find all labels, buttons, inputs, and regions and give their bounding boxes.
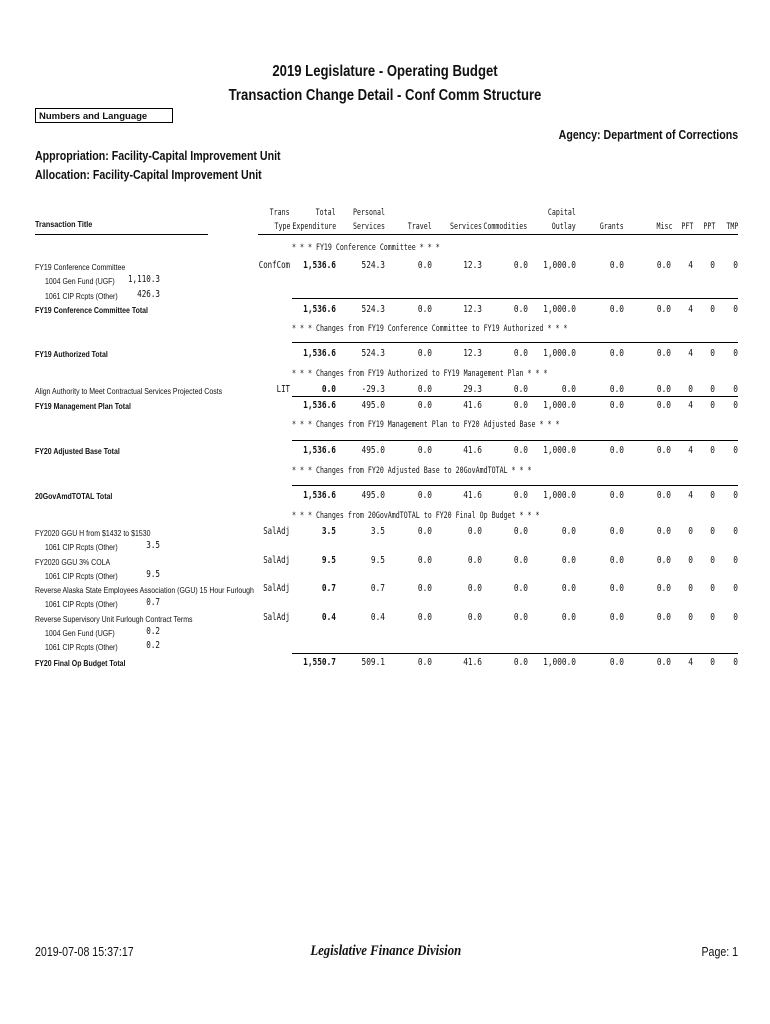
cell-value: 0.0 <box>417 445 432 456</box>
cell-value: 4 <box>688 490 693 501</box>
cell-value: 0.0 <box>561 555 576 566</box>
col-trans-1: Trans <box>270 208 290 218</box>
fund-source-amount: 0.2 <box>146 640 160 651</box>
col-grants: Grants <box>600 222 624 232</box>
cell-value: 509.1 <box>361 657 385 668</box>
cell-value: 1,536.6 <box>303 348 336 359</box>
cell-value: 0 <box>688 384 693 395</box>
cell-value: 0.0 <box>513 400 528 411</box>
cell-value: 0.0 <box>609 260 624 271</box>
adjustment-underline <box>292 396 738 397</box>
cell-value: 1,000.0 <box>543 348 576 359</box>
cell-value: 0 <box>710 348 715 359</box>
trans-type: LIT <box>276 384 290 395</box>
total-separator <box>292 485 738 486</box>
fund-source-label: 1061 CIP Rcpts (Other) <box>45 599 118 609</box>
cell-value: 0.0 <box>609 400 624 411</box>
row-label-total: FY20 Final Op Budget Total <box>35 658 126 668</box>
cell-value: 4 <box>688 657 693 668</box>
cell-value: 4 <box>688 400 693 411</box>
total-separator <box>292 653 738 654</box>
cell-value: 41.6 <box>463 657 482 668</box>
fund-source-amount: 1,110.3 <box>127 274 160 285</box>
fund-source-label: 1061 CIP Rcpts (Other) <box>45 642 118 652</box>
fund-source-amount: 0.7 <box>146 597 160 608</box>
cell-value: 0 <box>710 583 715 594</box>
row-label: Reverse Supervisory Unit Furlough Contract Terms <box>35 614 193 624</box>
cell-value: 9.5 <box>321 555 336 566</box>
cell-value: 0 <box>710 555 715 566</box>
col-total-2: Expenditure <box>292 222 336 232</box>
cell-value: 0 <box>710 612 715 623</box>
col-total-1: Total <box>316 208 336 218</box>
cell-value: 0 <box>733 445 738 456</box>
col-ppt: PPT <box>703 222 715 232</box>
cell-value: 1,000.0 <box>543 657 576 668</box>
cell-value: 0.0 <box>609 612 624 623</box>
cell-value: 0 <box>688 555 693 566</box>
fund-source-amount: 3.5 <box>146 540 160 551</box>
cell-value: 0.0 <box>513 260 528 271</box>
fund-source-label: 1004 Gen Fund (UGF) <box>45 276 115 286</box>
cell-value: 0.0 <box>513 657 528 668</box>
cell-value: 0.0 <box>656 612 671 623</box>
col-services: Services <box>450 222 482 232</box>
cell-value: 495.0 <box>361 490 385 501</box>
row-label-total: FY19 Conference Committee Total <box>35 305 148 315</box>
cell-value: 0.0 <box>321 384 336 395</box>
total-separator <box>292 342 738 343</box>
cell-value: 0 <box>688 526 693 537</box>
cell-value: 12.3 <box>463 260 482 271</box>
cell-value: 0.0 <box>417 657 432 668</box>
cell-value: 1,000.0 <box>543 304 576 315</box>
allocation-label: Allocation: Facility-Capital Improvement Unit <box>35 168 262 182</box>
cell-value: -29.3 <box>361 384 385 395</box>
cell-value: 0.0 <box>417 612 432 623</box>
row-label: FY19 Conference Committee <box>35 262 126 272</box>
row-label-total: FY19 Management Plan Total <box>35 401 131 411</box>
cell-value: 0.7 <box>370 583 385 594</box>
cell-value: 0.0 <box>656 384 671 395</box>
report-title: 2019 Legislature - Operating Budget <box>272 63 498 80</box>
fund-source-label: 1061 CIP Rcpts (Other) <box>45 571 118 581</box>
cell-value: 0.0 <box>513 304 528 315</box>
fund-source-label: 1004 Gen Fund (UGF) <box>45 628 115 638</box>
fund-source-amount: 9.5 <box>146 569 160 580</box>
cell-value: 9.5 <box>370 555 385 566</box>
cell-value: 0 <box>710 526 715 537</box>
cell-value: 0.0 <box>609 555 624 566</box>
cell-value: 0 <box>733 400 738 411</box>
cell-value: 0.0 <box>417 348 432 359</box>
cell-value: 0 <box>710 657 715 668</box>
fund-source-label: 1061 CIP Rcpts (Other) <box>45 291 118 301</box>
cell-value: 0.0 <box>561 384 576 395</box>
cell-value: 0.0 <box>561 612 576 623</box>
cell-value: 0.0 <box>656 526 671 537</box>
cell-value: 0.4 <box>321 612 336 623</box>
row-label-total: FY19 Authorized Total <box>35 349 108 359</box>
col-pft: PFT <box>681 222 693 232</box>
cell-value: 0.0 <box>513 384 528 395</box>
cell-value: 0.0 <box>656 490 671 501</box>
cell-value: 0.0 <box>656 583 671 594</box>
cell-value: 1,536.6 <box>303 445 336 456</box>
cell-value: 0.0 <box>417 384 432 395</box>
cell-value: 0 <box>733 583 738 594</box>
appropriation-label: Appropriation: Facility-Capital Improvement Unit <box>35 149 281 163</box>
col-commodities: Commodities <box>483 222 527 232</box>
cell-value: 1,000.0 <box>543 490 576 501</box>
cell-value: 0 <box>733 384 738 395</box>
cell-value: 0.0 <box>656 657 671 668</box>
cell-value: 0.0 <box>467 583 482 594</box>
row-label: Align Authority to Meet Contractual Services Projected Costs <box>35 386 223 396</box>
row-label-total: 20GovAmdTOTAL Total <box>35 491 113 501</box>
cell-value: 41.6 <box>463 445 482 456</box>
cell-value: 1,550.7 <box>303 657 336 668</box>
header-underline-values <box>258 234 738 235</box>
cell-value: 0.0 <box>513 348 528 359</box>
cell-value: 0 <box>733 657 738 668</box>
cell-value: 0.0 <box>561 526 576 537</box>
agency-label: Agency: Department of Corrections <box>558 128 738 142</box>
cell-value: 3.5 <box>321 526 336 537</box>
section-header: * * * Changes from FY19 Management Plan to FY20 Adjusted Base * * * <box>292 420 560 430</box>
cell-value: 0 <box>733 304 738 315</box>
cell-value: 0 <box>710 384 715 395</box>
col-tmp: TMP <box>726 222 738 232</box>
cell-value: 0 <box>688 583 693 594</box>
cell-value: 495.0 <box>361 445 385 456</box>
section-header: * * * Changes from 20GovAmdTOTAL to FY20 Final Op Budget * * * <box>292 511 540 521</box>
numbers-language-box: Numbers and Language <box>35 108 173 123</box>
cell-value: 0.0 <box>609 490 624 501</box>
cell-value: 524.3 <box>361 304 385 315</box>
cell-value: 0 <box>710 304 715 315</box>
row-label: FY2020 GGU 3% COLA <box>35 557 111 567</box>
trans-type: ConfCom <box>258 260 290 271</box>
cell-value: 0 <box>733 348 738 359</box>
cell-value: 0.7 <box>321 583 336 594</box>
section-header: * * * Changes from FY20 Adjusted Base to 20GovAmdTOTAL * * * <box>292 466 532 476</box>
cell-value: 0.0 <box>467 526 482 537</box>
row-label: Reverse Alaska State Employees Association (GGU) 15 Hour Furlough <box>35 585 254 595</box>
cell-value: 495.0 <box>361 400 385 411</box>
header-underline-title <box>35 234 208 235</box>
row-label: FY2020 GGU H from $1432 to $1530 <box>35 528 151 538</box>
cell-value: 0.0 <box>609 526 624 537</box>
cell-value: 4 <box>688 260 693 271</box>
cell-value: 0.0 <box>656 348 671 359</box>
col-travel: Travel <box>408 222 432 232</box>
cell-value: 0 <box>733 555 738 566</box>
cell-value: 0.0 <box>467 612 482 623</box>
cell-value: 0.0 <box>417 583 432 594</box>
cell-value: 1,536.6 <box>303 260 336 271</box>
cell-value: 0 <box>733 490 738 501</box>
cell-value: 4 <box>688 304 693 315</box>
cell-value: 1,536.6 <box>303 490 336 501</box>
cell-value: 0.0 <box>467 555 482 566</box>
cell-value: 0.0 <box>417 555 432 566</box>
cell-value: 0.0 <box>609 304 624 315</box>
cell-value: 1,000.0 <box>543 400 576 411</box>
cell-value: 1,000.0 <box>543 260 576 271</box>
cell-value: 0 <box>710 260 715 271</box>
cell-value: 524.3 <box>361 348 385 359</box>
cell-value: 41.6 <box>463 490 482 501</box>
cell-value: 0 <box>710 445 715 456</box>
cell-value: 0 <box>733 260 738 271</box>
col-personal-1: Personal <box>353 208 385 218</box>
trans-type: SalAdj <box>263 583 290 594</box>
footer-page-number: Page: 1 <box>701 945 738 959</box>
cell-value: 0.0 <box>609 657 624 668</box>
cell-value: 0.4 <box>370 612 385 623</box>
col-capital-2: Outlay <box>552 222 576 232</box>
footer-division: Legislative Finance Division <box>310 943 462 959</box>
cell-value: 12.3 <box>463 348 482 359</box>
report-subtitle: Transaction Change Detail - Conf Comm Structure <box>228 87 542 104</box>
col-misc: Misc <box>656 222 672 232</box>
cell-value: 1,536.6 <box>303 400 336 411</box>
cell-value: 0.0 <box>656 304 671 315</box>
trans-type: SalAdj <box>263 526 290 537</box>
cell-value: 0.0 <box>513 583 528 594</box>
cell-value: 1,000.0 <box>543 445 576 456</box>
cell-value: 41.6 <box>463 400 482 411</box>
cell-value: 0.0 <box>656 445 671 456</box>
cell-value: 0.0 <box>656 260 671 271</box>
cell-value: 3.5 <box>370 526 385 537</box>
cell-value: 0 <box>733 526 738 537</box>
fund-source-amount: 0.2 <box>146 626 160 637</box>
cell-value: 0 <box>710 490 715 501</box>
cell-value: 1,536.6 <box>303 304 336 315</box>
cell-value: 0.0 <box>417 490 432 501</box>
cell-value: 29.3 <box>463 384 482 395</box>
cell-value: 0.0 <box>656 400 671 411</box>
cell-value: 0.0 <box>513 526 528 537</box>
col-trans-2: Type <box>274 222 290 232</box>
cell-value: 0.0 <box>513 490 528 501</box>
cell-value: 4 <box>688 445 693 456</box>
fund-source-amount: 426.3 <box>137 289 160 300</box>
cell-value: 0.0 <box>417 400 432 411</box>
cell-value: 0.0 <box>561 583 576 594</box>
section-header: * * * FY19 Conference Committee * * * <box>292 243 440 253</box>
trans-type: SalAdj <box>263 555 290 566</box>
fund-source-label: 1061 CIP Rcpts (Other) <box>45 542 118 552</box>
cell-value: 0.0 <box>513 555 528 566</box>
cell-value: 0 <box>688 612 693 623</box>
row-label-total: FY20 Adjusted Base Total <box>35 446 120 456</box>
cell-value: 0.0 <box>417 526 432 537</box>
cell-value: 0.0 <box>417 260 432 271</box>
cell-value: 0.0 <box>609 384 624 395</box>
total-separator <box>292 298 738 299</box>
col-capital-1: Capital <box>548 208 576 218</box>
cell-value: 0.0 <box>513 445 528 456</box>
trans-type: SalAdj <box>263 612 290 623</box>
col-personal-2: Services <box>353 222 385 232</box>
cell-value: 0.0 <box>609 583 624 594</box>
footer-timestamp: 2019-07-08 15:37:17 <box>35 945 134 959</box>
cell-value: 0.0 <box>656 555 671 566</box>
cell-value: 0 <box>733 612 738 623</box>
total-separator <box>292 440 738 441</box>
cell-value: 0 <box>710 400 715 411</box>
cell-value: 0.0 <box>609 348 624 359</box>
col-transaction-title: Transaction Title <box>35 219 93 229</box>
cell-value: 4 <box>688 348 693 359</box>
cell-value: 0.0 <box>513 612 528 623</box>
cell-value: 524.3 <box>361 260 385 271</box>
cell-value: 0.0 <box>609 445 624 456</box>
cell-value: 12.3 <box>463 304 482 315</box>
cell-value: 0.0 <box>417 304 432 315</box>
section-header: * * * Changes from FY19 Conference Committee to FY19 Authorized * * * <box>292 324 568 334</box>
section-header: * * * Changes from FY19 Authorized to FY19 Management Plan * * * <box>292 369 548 379</box>
